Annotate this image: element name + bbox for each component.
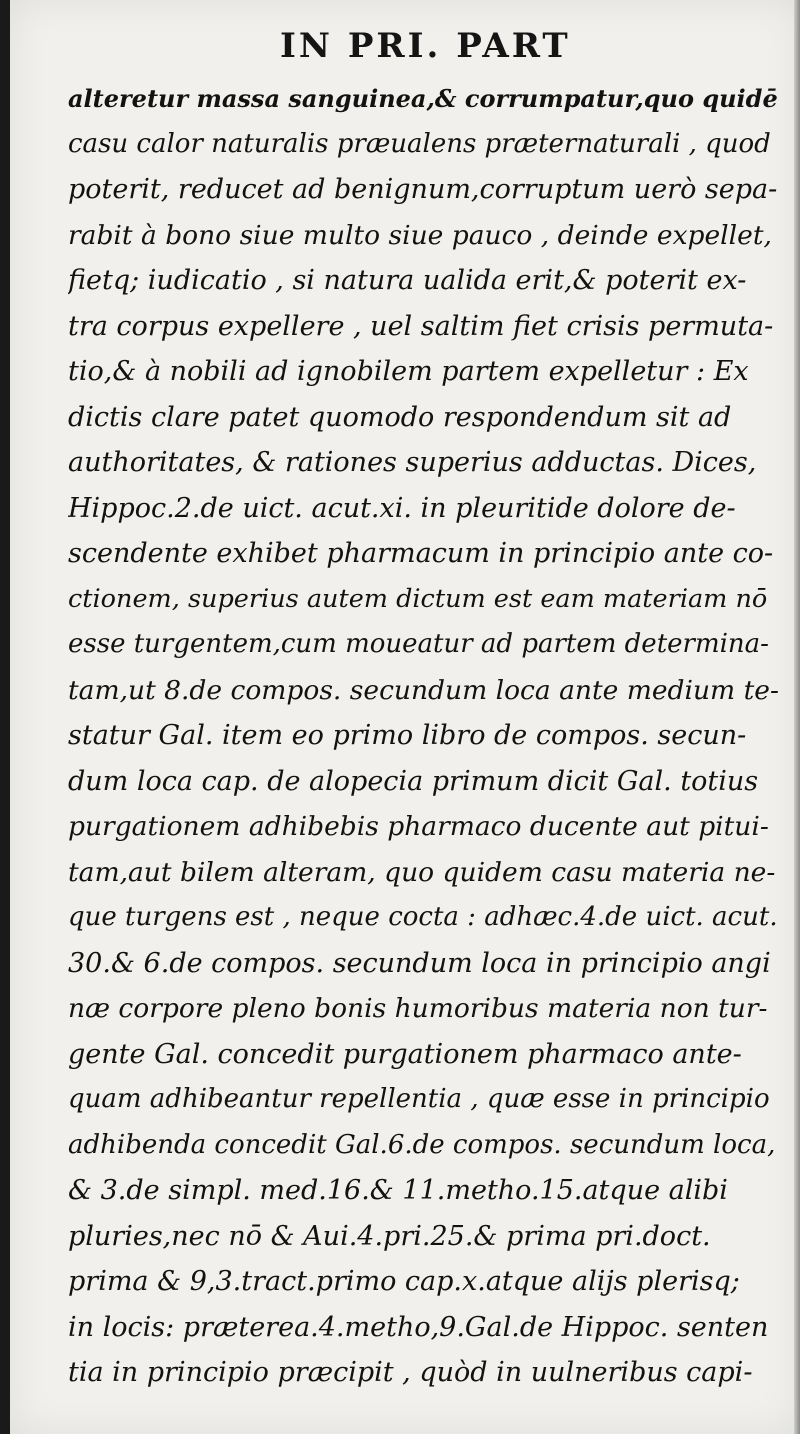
text-line: scendente exhibet pharmacum in principio ante co- — [68, 538, 774, 569]
text-line: purgationem adhibebis pharmaco ducente aut pitui- — [68, 811, 769, 842]
text-line: rabit à bono siue multo siue pauco , deinde expellet, — [68, 219, 772, 251]
book-page — [10, 0, 800, 1434]
text-line: tia in principio præcipit , quòd in uulneribus capi- — [68, 1357, 753, 1388]
body-text — [68, 76, 780, 1396]
text-line: tio,& à nobili ad ignobilem partem expelletur : Ex — [68, 356, 749, 387]
text-line: tam,ut 8.de compos. secundum loca ante medium te- — [68, 674, 779, 706]
text-line: ctionem, superius autem dictum est eam materiam nō — [68, 583, 768, 614]
text-line: gente Gal. concedit purgationem pharmaco ante- — [68, 1038, 742, 1070]
text-line: quam adhibeantur repellentia , quæ esse in principio — [68, 1084, 770, 1114]
text-line: tam,aut bilem alteram, quo quidem casu materia ne- — [68, 856, 776, 888]
text-line: & 3.de simpl. med.16.& 11.metho.15.atque alibi — [68, 1175, 728, 1206]
text-line: næ corpore pleno bonis humoribus materia non tur- — [68, 993, 768, 1024]
text-line: casu calor naturalis præualens præternaturali , quod — [68, 128, 771, 159]
text-line: tra corpus expellere , uel saltim fiet crisis permuta- — [68, 310, 774, 342]
text-line: authoritates, & rationes superius adductas. Dices, — [68, 447, 757, 478]
text-line: in locis: præterea.4.metho,9.Gal.de Hippoc. senten — [68, 1311, 769, 1343]
text-line: pluries,nec nō & Aui.4.pri.25.& prima pri.doct. — [68, 1220, 711, 1252]
text-line: fietq; iudicatio , si natura ualida erit,& poterit ex- — [68, 265, 747, 296]
text-line: dictis clare patet quomodo respondendum sit ad — [68, 401, 732, 433]
text-line: alteretur massa sanguinea,& corrumpatur,quo quidē — [68, 84, 778, 113]
text-line: poterit, reducet ad benignum,corruptum uerò sepa- — [68, 174, 778, 205]
text-line: adhibenda concedit Gal.6.de compos. secundum loca, — [68, 1129, 776, 1160]
text-line: que turgens est , neque cocta : adhæc.4.de uict. acut. — [68, 902, 778, 932]
text-line: dum loca cap. de alopecia primum dicit Gal. totius — [68, 765, 759, 797]
page-edge — [794, 0, 800, 1434]
running-head: IN PRI. PART — [280, 26, 571, 66]
text-line: statur Gal. item eo primo libro de compos. secun- — [68, 720, 747, 751]
text-line: 30.& 6.de compos. secundum loca in principio angi — [68, 947, 771, 979]
text-line: prima & 9,3.tract.primo cap.x.atque alijs plerisq; — [68, 1266, 740, 1297]
text-line: Hippoc.2.de uict. acut.xi. in pleuritide dolore de- — [68, 492, 736, 524]
text-line: esse turgentem,cum moueatur ad partem determina- — [68, 629, 769, 659]
